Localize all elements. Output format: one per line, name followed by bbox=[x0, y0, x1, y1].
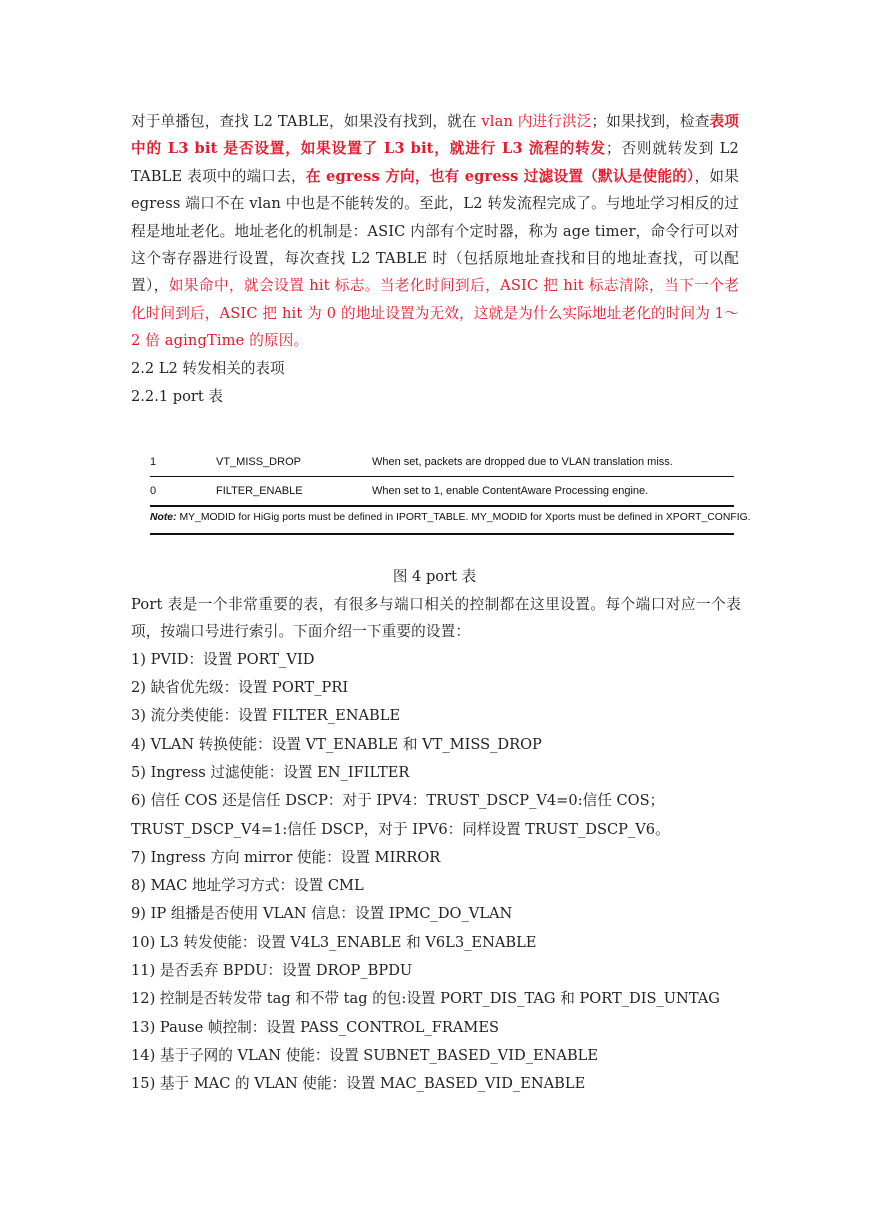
section-heading-2-2: 2.2 L2 转发相关的表项 bbox=[131, 359, 285, 377]
text-run: ，如果 egress 端口不在 vlan 中也是不能转发的。至此，L2 转发流程完成了。与地址学习相反的过程是地址老化。地址老化的机制是：ASIC 内部有个定时器，称为 age timer，命令行可以对这个寄存器进行设置，每次查找 L2 TABLE 时（包括原地址查找和目的地址查找，可以配置）， bbox=[131, 167, 739, 295]
field-cell: VT_MISS_DROP bbox=[216, 456, 301, 468]
field-cell: FILTER_ENABLE bbox=[216, 485, 303, 497]
text-run: 对于单播包，查找 L2 TABLE，如果没有找到，就在 bbox=[131, 113, 482, 130]
table-bottom-rule bbox=[150, 533, 734, 535]
list-item: 9) IP 组播是否使用 VLAN 信息：设置 IPMC_DO_VLAN bbox=[131, 905, 513, 923]
list-item: 4) VLAN 转换使能：设置 VT_ENABLE 和 VT_MISS_DROP bbox=[131, 735, 542, 753]
row-divider bbox=[150, 505, 734, 507]
paragraph-l2-forwarding bbox=[131, 108, 739, 355]
bit-cell: 0 bbox=[150, 485, 157, 497]
settings-section bbox=[131, 591, 741, 1099]
highlight-vlan-flood: vlan 内进行洪泛 bbox=[481, 113, 592, 130]
list-item: 7) Ingress 方向 mirror 使能：设置 MIRROR bbox=[131, 848, 441, 866]
list-item: 1) PVID：设置 PORT_VID bbox=[131, 650, 315, 668]
highlight-hit-flag: 如果命中，就会设置 hit 标志。当老化时间到后，ASIC 把 hit 标志清除，当下一个老化时间到后，ASIC 把 hit 为 0 的地址设置为无效，这就是为什么实际地址老化的时间为 1～2 倍 agingTime 的原因。 bbox=[131, 277, 739, 350]
table-row bbox=[150, 481, 734, 503]
intro-paragraph: Port 表是一个非常重要的表，有很多与端口相关的控制都在这里设置。每个端口对应一个表项，按端口号进行索引。下面介绍一下重要的设置： bbox=[131, 596, 741, 641]
row-divider bbox=[150, 476, 734, 477]
text-run: ；否则就转发到 L2 TABLE 表项中的端口去， bbox=[131, 140, 739, 185]
document-body bbox=[131, 108, 739, 411]
list-item: 2) 缺省优先级：设置 PORT_PRI bbox=[131, 679, 349, 697]
list-item: 10) L3 转发使能：设置 V4L3_ENABLE 和 V6L3_ENABLE bbox=[131, 933, 537, 951]
list-item: 3) 流分类使能：设置 FILTER_ENABLE bbox=[131, 707, 401, 725]
list-item: 6) 信任 COS 还是信任 DSCP：对于 IPV4：TRUST_DSCP_V4=0:信任 COS； bbox=[131, 792, 665, 810]
list-item: TRUST_DSCP_V4=1:信任 DSCP，对于 IPV6：同样设置 TRUST_DSCP_V6。 bbox=[131, 820, 670, 838]
description-cell: When set, packets are dropped due to VLAN translation miss. bbox=[372, 456, 673, 468]
list-item: 5) Ingress 过滤使能：设置 EN_IFILTER bbox=[131, 764, 410, 781]
description-cell: When set to 1, enable ContentAware Processing engine. bbox=[372, 485, 649, 497]
note-text: MY_MODID for HiGig ports must be defined in IPORT_TABLE. MY_MODID for Xports must be defined in XPORT_CONFIG. bbox=[176, 512, 751, 523]
table-row bbox=[150, 452, 734, 474]
highlight-egress-filter: 在 egress 方向，也有 egress 过滤设置（默认是使能的） bbox=[305, 167, 695, 185]
list-item: 13) Pause 帧控制：设置 PASS_CONTROL_FRAMES bbox=[131, 1018, 500, 1036]
section-heading-2-2-1: 2.2.1 port 表 bbox=[131, 387, 223, 405]
table-note bbox=[150, 512, 751, 523]
list-item: 14) 基于子网的 VLAN 使能：设置 SUBNET_BASED_VID_ENABLE bbox=[131, 1046, 599, 1064]
port-table-figure bbox=[150, 452, 751, 538]
list-item: 8) MAC 地址学习方式：设置 CML bbox=[131, 877, 364, 895]
list-item: 15) 基于 MAC 的 VLAN 使能：设置 MAC_BASED_VID_ENABLE bbox=[131, 1075, 586, 1093]
list-item: 12) 控制是否转发带 tag 和不带 tag 的包:设置 PORT_DIS_TAG 和 PORT_DIS_UNTAG bbox=[131, 990, 720, 1008]
list-item: 11) 是否丢弃 BPDU：设置 DROP_BPDU bbox=[131, 962, 413, 980]
highlight-l3-bit: 表项中的 L3 bit 是否设置，如果设置了 L3 bit，就进行 L3 流程的转发 bbox=[131, 113, 740, 158]
bit-cell: 1 bbox=[150, 456, 157, 468]
note-label: Note: bbox=[150, 512, 177, 523]
figure-caption: 图 4 port 表 bbox=[392, 568, 477, 585]
text-run: ；如果找到，检查 bbox=[591, 113, 710, 130]
